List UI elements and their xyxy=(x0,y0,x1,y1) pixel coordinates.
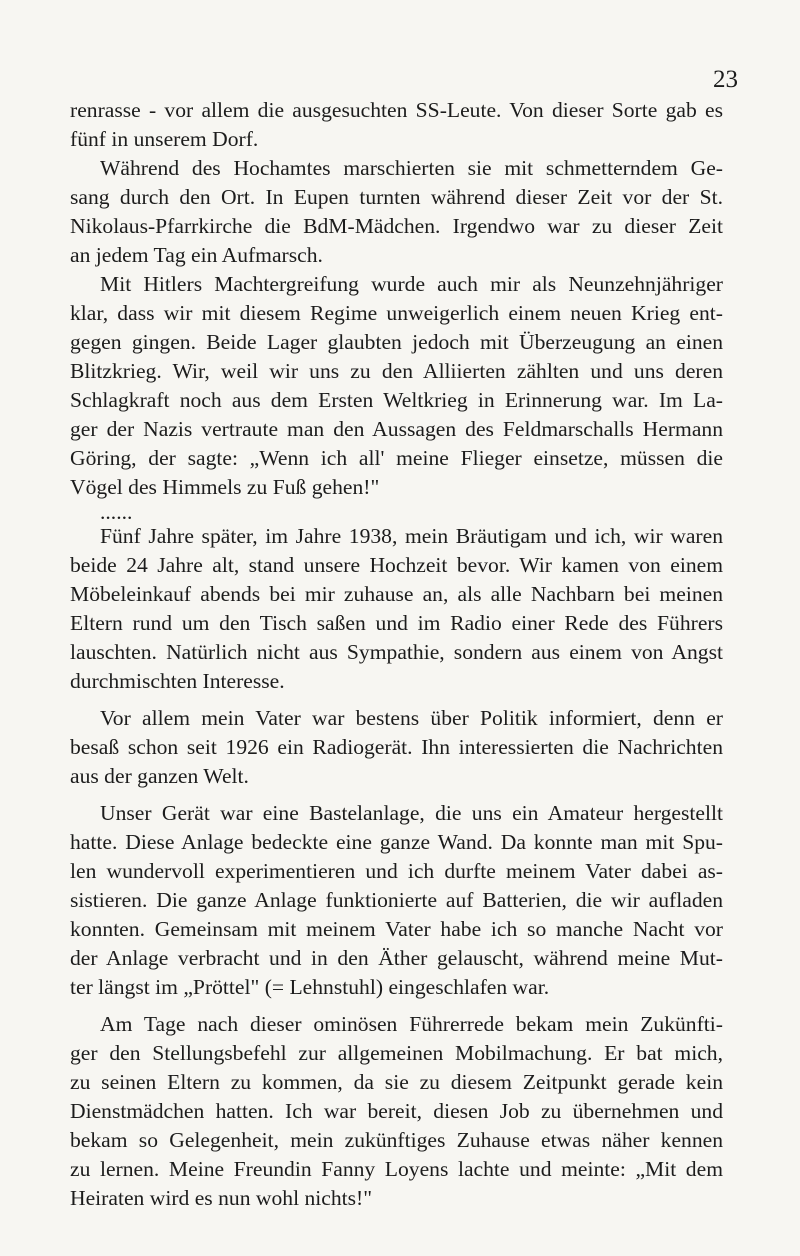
text-line: klar, dass wir mit diesem Regime unweigerlich einem neuen Krieg ent- xyxy=(70,301,723,325)
text-line: Am Tage nach dieser ominösen Führerrede bekam mein Zukünfti- xyxy=(100,1012,723,1036)
text-line: zu seinen Eltern zu kommen, da sie zu diesem Zeitpunkt gerade kein xyxy=(70,1070,723,1094)
text-line: an jedem Tag ein Aufmarsch. xyxy=(70,243,323,267)
text-line: ger der Nazis vertraute man den Aussagen des Feldmarschalls Hermann xyxy=(70,417,723,441)
page-number: 23 xyxy=(713,66,738,93)
text-line: durchmischten Interesse. xyxy=(70,669,285,693)
body-text xyxy=(70,96,723,1213)
text-line: Eltern rund um den Tisch saßen und im Radio einer Rede des Führers xyxy=(70,611,723,635)
text-line: Blitzkrieg. Wir, weil wir uns zu den Alliierten zählten und uns deren xyxy=(70,359,723,383)
text-line: lauschten. Natürlich nicht aus Sympathie, sondern aus einem von Angst xyxy=(70,640,723,664)
text-line: Vögel des Himmels zu Fuß gehen!" xyxy=(70,475,380,499)
text-line: ger den Stellungsbefehl zur allgemeinen Mobilmachung. Er bat mich, xyxy=(70,1041,723,1065)
text-line: hatte. Diese Anlage bedeckte eine ganze Wand. Da konnte man mit Spu- xyxy=(70,830,723,854)
text-line: renrasse - vor allem die ausgesuchten SS-Leute. Von dieser Sorte gab es xyxy=(70,98,723,122)
text-line: Fünf Jahre später, im Jahre 1938, mein Bräutigam und ich, wir waren xyxy=(100,524,723,548)
text-line: Heiraten wird es nun wohl nichts!" xyxy=(70,1186,373,1210)
text-line: konnten. Gemeinsam mit meinem Vater habe ich so manche Nacht vor xyxy=(70,917,723,941)
text-line: der Anlage verbracht und in den Äther gelauscht, während meine Mut- xyxy=(70,946,723,970)
text-line: ter längst im „Pröttel" (= Lehnstuhl) eingeschlafen war. xyxy=(70,975,550,999)
text-line: Göring, der sagte: „Wenn ich all' meine Flieger einsetze, müssen die xyxy=(70,446,723,470)
text-line: beide 24 Jahre alt, stand unsere Hochzeit bevor. Wir kamen von einem xyxy=(70,553,723,577)
text-line: Unser Gerät war eine Bastelanlage, die uns ein Amateur hergestellt xyxy=(100,801,723,825)
text-line: Schlagkraft noch aus dem Ersten Weltkrieg in Erinnerung war. Im La- xyxy=(70,388,723,412)
text-line: Möbeleinkauf abends bei mir zuhause an, als alle Nachbarn bei meinen xyxy=(70,582,723,606)
text-line: sang durch den Ort. In Eupen turnten während dieser Zeit vor der St. xyxy=(70,185,723,209)
text-line: bekam so Gelegenheit, mein zukünftiges Zuhause etwas näher kennen xyxy=(70,1128,723,1152)
text-line: gegen gingen. Beide Lager glaubten jedoch mit Überzeugung an einen xyxy=(70,330,723,354)
text-line: zu lernen. Meine Freundin Fanny Loyens lachte und meinte: „Mit dem xyxy=(70,1157,723,1181)
text-line: besaß schon seit 1926 ein Radiogerät. Ihn interessierten die Nachrichten xyxy=(70,735,723,759)
text-line: len wundervoll experimentieren und ich durfte meinem Vater dabei as- xyxy=(70,859,723,883)
text-line: aus der ganzen Welt. xyxy=(70,764,249,788)
text-line: fünf in unserem Dorf. xyxy=(70,127,259,151)
text-line: Nikolaus-Pfarrkirche die BdM-Mädchen. Irgendwo war zu dieser Zeit xyxy=(70,214,723,238)
text-line: Mit Hitlers Machtergreifung wurde auch mir als Neunzehnjähriger xyxy=(100,272,723,296)
section-break-ellipsis: ...... xyxy=(100,500,133,524)
text-line: Während des Hochamtes marschierten sie mit schmetterndem Ge- xyxy=(100,156,723,180)
text-line: Dienstmädchen hatten. Ich war bereit, diesen Job zu übernehmen und xyxy=(70,1099,723,1123)
text-line: Vor allem mein Vater war bestens über Politik informiert, denn er xyxy=(100,706,723,730)
text-line: sistieren. Die ganze Anlage funktionierte auf Batterien, die wir aufladen xyxy=(70,888,723,912)
